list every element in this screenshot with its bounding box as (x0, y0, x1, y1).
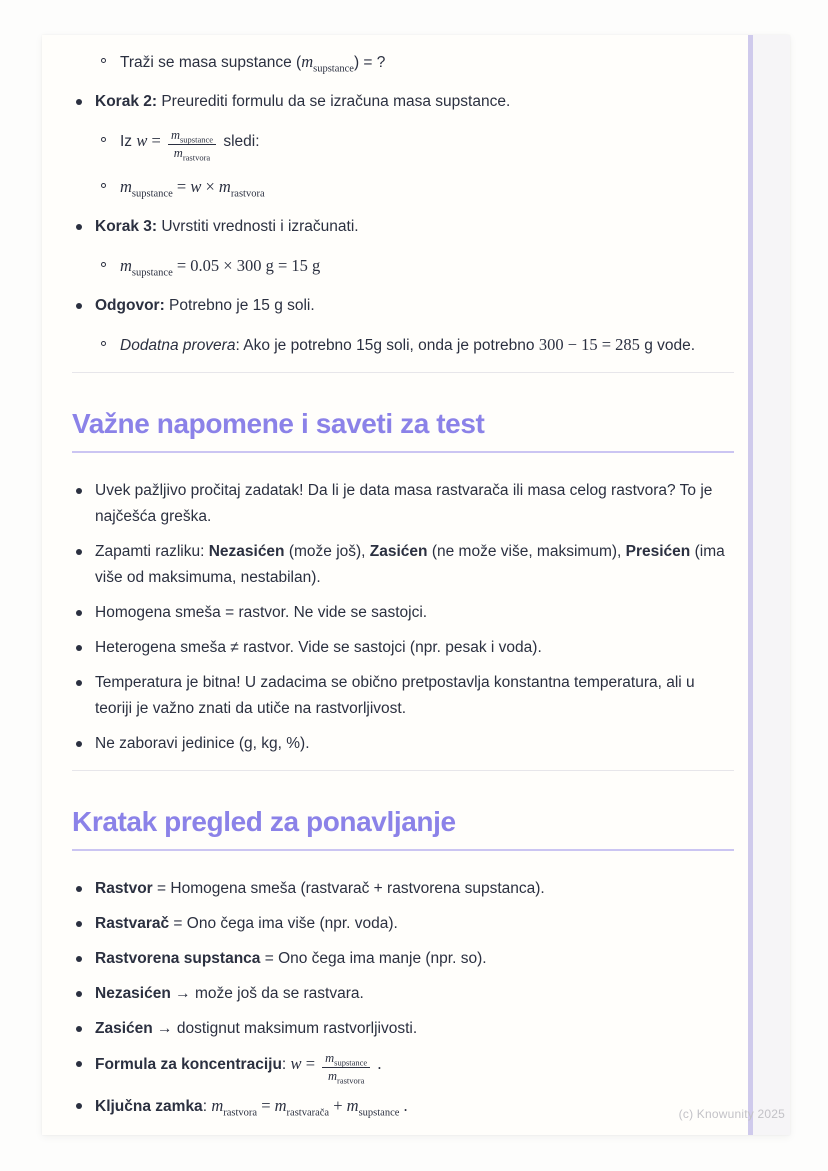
text-segment: g vode. (639, 337, 696, 354)
list-item (72, 635, 734, 661)
math-operator: × (201, 177, 219, 196)
bullet-disc-icon (76, 886, 82, 892)
text-segment: Korak 3: (95, 218, 158, 235)
fraction-numerator (168, 128, 216, 145)
bullet-circle-icon (101, 58, 106, 63)
list-item (72, 600, 734, 626)
text-segment: Korak 2: (95, 93, 158, 110)
text-segment: Iz (120, 133, 137, 150)
list-item (72, 89, 734, 115)
math-variable: m (170, 128, 180, 142)
math-operator: = (301, 1054, 320, 1073)
document-page (42, 35, 790, 1135)
scrollbar-track[interactable] (753, 35, 790, 1135)
math-subscript: supstance (313, 63, 354, 75)
math-variable: m (346, 1096, 359, 1115)
math-variable: m (327, 1069, 337, 1083)
text-segment: : (202, 1098, 212, 1115)
text-segment: : Ako je potrebno 15g soli, onda je potrebno (235, 337, 539, 354)
math-subscript: rastvora (230, 188, 265, 200)
list-item (72, 174, 734, 201)
math-subscript: supstance (131, 267, 173, 279)
text-segment: Uvek pažljivo pročitaj zadatak! Da li je data masa rastvarača ili masa celog rastvora? To je najčešća greška. (95, 482, 713, 525)
section-heading: Važne napomene i saveti za test (72, 408, 485, 439)
bullet-disc-icon (76, 680, 82, 686)
list-item (72, 478, 734, 530)
text-segment: Presićen (625, 543, 691, 560)
bullet-disc-icon (76, 956, 82, 962)
text-segment: sledi: (219, 133, 260, 150)
math-subscript: supstance (131, 188, 173, 200)
math-subscript: supstance (334, 1057, 368, 1068)
list-item (72, 539, 734, 591)
list-item (72, 253, 734, 280)
list-item (72, 876, 734, 902)
bullet-circle-icon (101, 341, 106, 346)
list-item (72, 670, 734, 722)
list-item (72, 911, 734, 937)
text-segment: Zapamti razliku: (95, 543, 209, 560)
fraction-denominator (322, 1068, 370, 1084)
math-operator: = 0.05 × 300 g = 15 g (172, 256, 321, 275)
math-subscript: rastvora (182, 152, 211, 163)
bullet-circle-icon (101, 262, 106, 267)
math-expression (290, 1051, 382, 1086)
text-segment: = Homogena smeša (rastvarač + rastvorena supstanca). (152, 880, 545, 897)
text-segment: Odgovor: (95, 297, 165, 314)
bullet-disc-icon (76, 1026, 82, 1032)
math-variable: m (218, 177, 231, 196)
math-variable: m (301, 52, 314, 71)
text-segment: (može još), (284, 543, 370, 560)
text-segment: = Ono čega ima više (npr. voda). (169, 915, 398, 932)
text-segment: Dodatna provera (120, 337, 236, 354)
bullet-disc-icon (76, 921, 82, 927)
math-operator: = (147, 131, 165, 150)
math-variable: w (290, 1054, 302, 1073)
section-heading: Kratak pregled za ponavljanje (72, 806, 456, 837)
heading-underline (72, 849, 734, 851)
math-variable: m (120, 256, 132, 275)
text-segment: Uvrstiti vrednosti i izračunati. (157, 218, 359, 235)
fraction (168, 128, 216, 161)
math-operator: . (399, 1096, 408, 1115)
document-content (72, 49, 734, 1129)
text-segment: Ključna zamka (95, 1098, 203, 1115)
list-item (72, 731, 734, 757)
list-item (72, 214, 734, 240)
fraction-numerator (322, 1051, 370, 1068)
list-item (72, 1051, 734, 1084)
text-segment: Traži se masa supstance ( (120, 54, 302, 71)
text-segment: → može još da se rastvara. (170, 985, 364, 1002)
text-segment: : (281, 1056, 291, 1073)
math-variable: w (190, 177, 202, 196)
text-segment: Nezasićen (95, 985, 171, 1002)
list-item (72, 946, 734, 972)
math-expression (301, 52, 354, 75)
math-operator: = (257, 1096, 275, 1115)
bullet-disc-icon (76, 741, 82, 747)
bullet-disc-icon (76, 645, 82, 651)
text-segment: Heterogena smeša ≠ rastvor. Vide se sastojci (npr. pesak i voda). (95, 639, 542, 656)
fraction (322, 1051, 370, 1084)
math-expression (211, 1096, 408, 1119)
text-segment: (ima više od maksimuma, nestabilan). (95, 543, 725, 586)
text-segment: ) = ? (353, 54, 386, 71)
math-subscript: rastvora (336, 1075, 365, 1086)
text-segment: Rastvarač (95, 915, 170, 932)
bullet-disc-icon (76, 488, 82, 494)
list-item (72, 332, 734, 359)
math-expression (120, 256, 321, 279)
bullet-disc-icon (76, 303, 82, 309)
text-segment: = Ono čega ima manje (npr. so). (260, 950, 487, 967)
math-expression (136, 128, 219, 163)
list-item (72, 1093, 734, 1120)
bullet-disc-icon (76, 224, 82, 230)
text-segment: → dostignut maksimum rastvorljivosti. (152, 1020, 418, 1037)
bullet-list (72, 49, 734, 359)
math-operator: = (172, 177, 191, 196)
bullet-circle-icon (101, 137, 106, 142)
text-segment: Rastvorena supstanca (95, 950, 261, 967)
fraction-denominator (168, 145, 216, 161)
bullet-list (72, 876, 734, 1120)
bullet-circle-icon (101, 183, 106, 188)
math-subscript: rastvora (223, 1107, 258, 1119)
list-item (72, 293, 734, 319)
bullet-disc-icon (76, 549, 82, 555)
text-segment: Ne zaboravi jedinice (g, kg, %). (95, 735, 310, 752)
math-variable: m (325, 1051, 335, 1065)
bullet-disc-icon (76, 99, 82, 105)
text-segment: Potrebno je 15 g soli. (164, 297, 315, 314)
bullet-disc-icon (76, 610, 82, 616)
math-expression (539, 335, 640, 354)
text-segment: Preurediti formulu da se izračuna masa supstance. (157, 93, 511, 110)
text-segment: Nezasićen (208, 543, 285, 560)
bullet-disc-icon (76, 991, 82, 997)
text-segment: Zasićen (95, 1020, 153, 1037)
text-segment: Homogena smeša = rastvor. Ne vide se sastojci. (95, 604, 428, 621)
scrollbar-thumb[interactable] (748, 35, 753, 1135)
bullet-disc-icon (76, 1061, 82, 1067)
math-operator: . (373, 1054, 382, 1073)
math-variable: m (211, 1096, 224, 1115)
math-operator: + (329, 1096, 347, 1115)
list-item (72, 1016, 734, 1042)
watermark: (c) Knowunity 2025 (678, 1107, 785, 1121)
text-segment: (ne može više, maksimum), (427, 543, 626, 560)
math-subscript: rastvarača (286, 1107, 330, 1119)
heading-underline (72, 451, 734, 453)
math-variable: m (173, 146, 183, 160)
math-variable: m (120, 177, 132, 196)
list-item (72, 49, 734, 76)
math-subscript: supstance (358, 1107, 400, 1119)
section-divider (72, 372, 734, 373)
list-item (72, 981, 734, 1007)
math-variable: w (136, 131, 148, 150)
section-divider (72, 770, 734, 771)
bullet-disc-icon (76, 1103, 82, 1109)
math-expression (120, 177, 265, 200)
math-subscript: supstance (179, 134, 214, 145)
text-segment: Temperatura je bitna! U zadacima se obično pretpostavlja konstantna temperatura, ali u teoriji je važno znati da utiče na rastvorljivost. (95, 674, 695, 717)
text-segment: Zasićen (369, 543, 428, 560)
list-item (72, 128, 734, 161)
math-operator: 300 − 15 = 285 (538, 335, 640, 354)
text-segment: Rastvor (95, 880, 153, 897)
math-variable: m (274, 1096, 287, 1115)
text-segment: Formula za koncentraciju (95, 1056, 282, 1073)
bullet-list (72, 478, 734, 757)
